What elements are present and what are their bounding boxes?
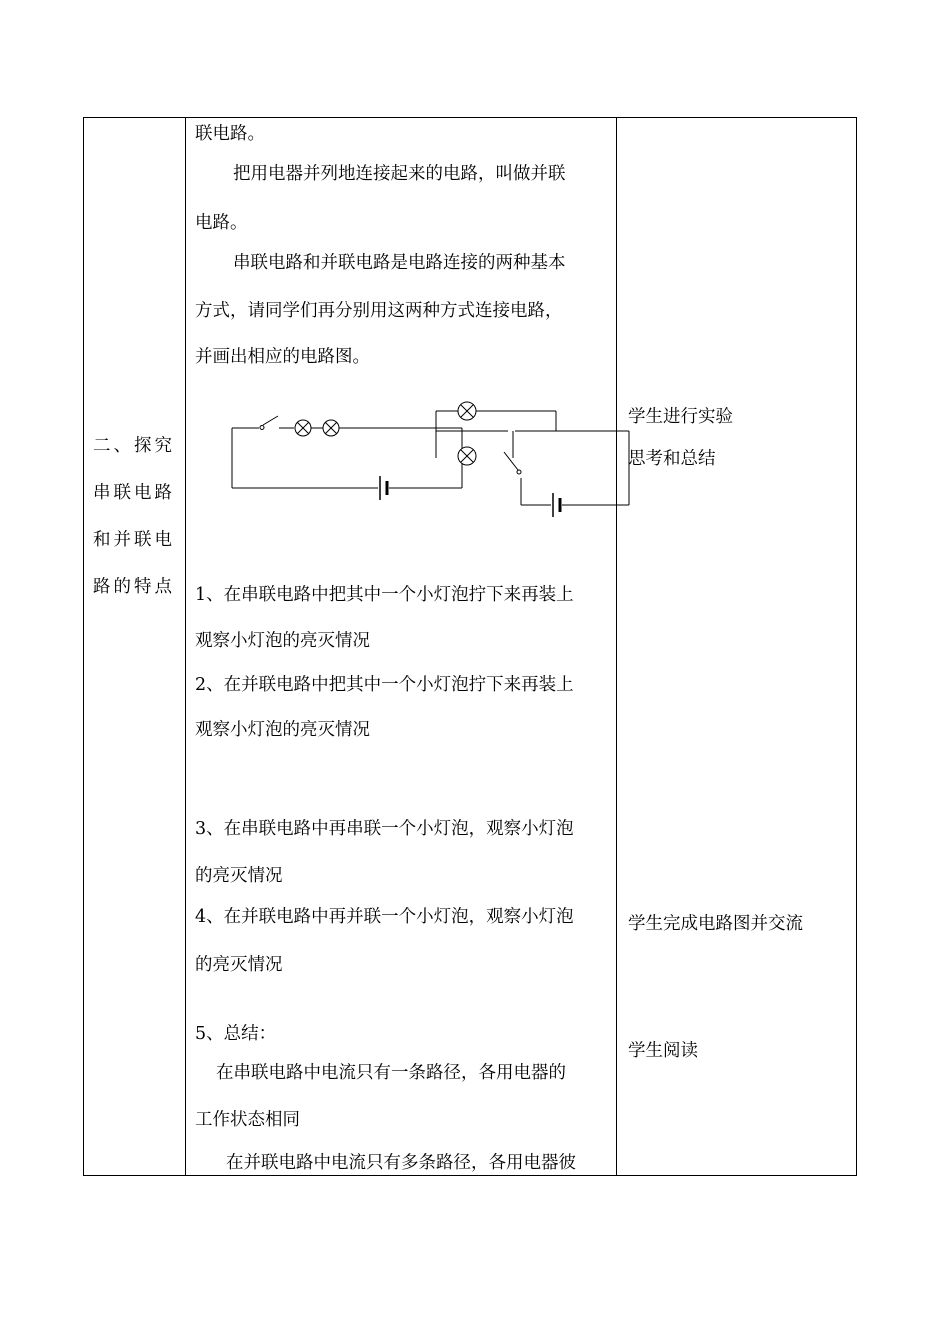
list-item-line: 的亮灭情况	[195, 866, 283, 886]
teaching-content-cell	[185, 118, 617, 1175]
paragraph-line: 把用电器并列地连接起来的电路，叫做并联	[233, 164, 566, 184]
summary-line: 工作状态相同	[195, 1110, 300, 1130]
list-item-line: 观察小灯泡的亮灭情况	[195, 720, 370, 740]
list-item-line: 2、在并联电路中把其中一个小灯泡拧下来再装上	[195, 675, 574, 695]
activity-line: 思考和总结	[628, 449, 716, 469]
section-title-line: 串联电路	[93, 483, 175, 503]
paragraph-line: 电路。	[195, 213, 248, 233]
student-activity-cell	[617, 118, 857, 1175]
section-title-line: 二、探究	[93, 436, 175, 456]
parallel-circuit-diagram	[185, 118, 645, 538]
list-item-line: 3、在串联电路中再串联一个小灯泡，观察小灯泡	[195, 819, 574, 839]
list-item-line: 1、在串联电路中把其中一个小灯泡拧下来再装上	[195, 585, 574, 605]
section-title-line: 路的特点	[93, 577, 175, 597]
section-title-line: 和并联电	[93, 530, 175, 550]
paragraph-line: 方式，请同学们再分别用这两种方式连接电路，	[195, 301, 563, 321]
list-item-line: 的亮灭情况	[195, 955, 283, 975]
activity-line: 学生完成电路图并交流	[628, 914, 803, 934]
activity-line: 学生进行实验	[628, 407, 733, 427]
paragraph-line: 并画出相应的电路图。	[195, 347, 370, 367]
list-item-line: 观察小灯泡的亮灭情况	[195, 631, 370, 651]
activity-line: 学生阅读	[628, 1041, 698, 1061]
summary-line: 在并联电路中电流只有多条路径，各用电器彼	[226, 1153, 576, 1173]
paragraph-line: 串联电路和并联电路是电路连接的两种基本	[233, 253, 566, 273]
list-item-line: 5、总结：	[195, 1024, 277, 1044]
summary-line: 在串联电路中电流只有一条路径，各用电器的	[216, 1063, 566, 1083]
paragraph-line: 联电路。	[195, 124, 265, 144]
lesson-table	[83, 117, 857, 1176]
list-item-line: 4、在并联电路中再并联一个小灯泡，观察小灯泡	[195, 907, 574, 927]
section-title-cell	[84, 118, 185, 1175]
